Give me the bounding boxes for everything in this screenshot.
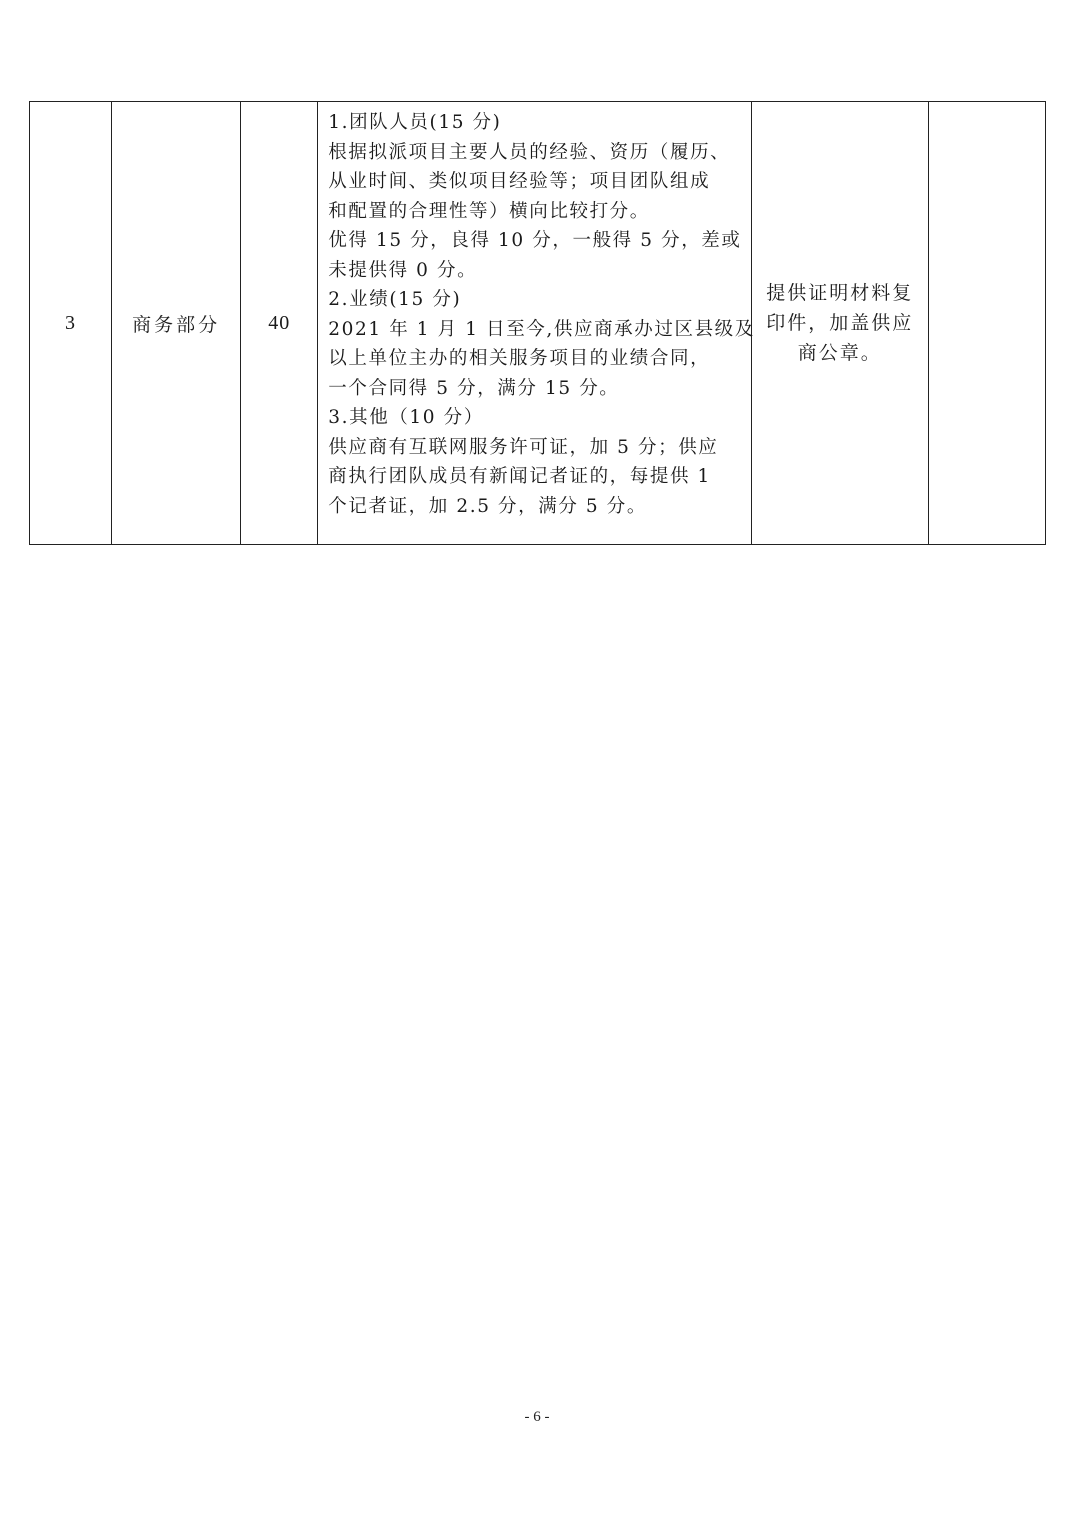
materials-cell: [751, 102, 928, 545]
category-cell: 商务部分: [112, 102, 241, 545]
criteria-line: 1.团队人员(15 分): [328, 112, 502, 133]
materials-line: 印件，加盖供应: [766, 312, 914, 334]
criteria-line: 一个合同得 5 分，满分 15 分。: [328, 377, 620, 399]
points-cell: 40: [241, 102, 318, 545]
criteria-cell: [318, 102, 755, 545]
criteria-line: 2021 年 1 月 1 日至今,供应商承办过区县级及: [328, 318, 755, 340]
criteria-line: 个记者证，加 2.5 分，满分 5 分。: [328, 495, 647, 517]
page-number: - 6 -: [524, 1409, 550, 1425]
criteria-line: 3.其他（10 分）: [328, 407, 484, 428]
criteria-line: 供应商有互联网服务许可证，加 5 分；供应: [328, 436, 719, 458]
table-row: [30, 102, 1046, 545]
materials-line: 商公章。: [797, 342, 882, 364]
criteria-line: 根据拟派项目主要人员的经验、资历（履历、: [328, 141, 731, 163]
criteria-line: 商执行团队成员有新闻记者证的，每提供 1: [328, 466, 711, 487]
materials-line: 提供证明材料复: [766, 282, 914, 304]
scoring-table: [29, 101, 1046, 545]
criteria-line: 优得 15 分，良得 10 分，一般得 5 分，差或: [328, 230, 742, 251]
criteria-line: 2.业绩(15 分): [328, 289, 462, 310]
row-number-cell: 3: [30, 102, 112, 545]
criteria-line: 未提供得 0 分。: [328, 259, 478, 281]
criteria-line: 以上单位主办的相关服务项目的业绩合同，: [328, 348, 711, 369]
criteria-line: 从业时间、类似项目经验等；项目团队组成: [328, 171, 711, 192]
score-cell: [928, 102, 1045, 545]
criteria-line: 和配置的合理性等）横向比较打分。: [328, 200, 650, 222]
